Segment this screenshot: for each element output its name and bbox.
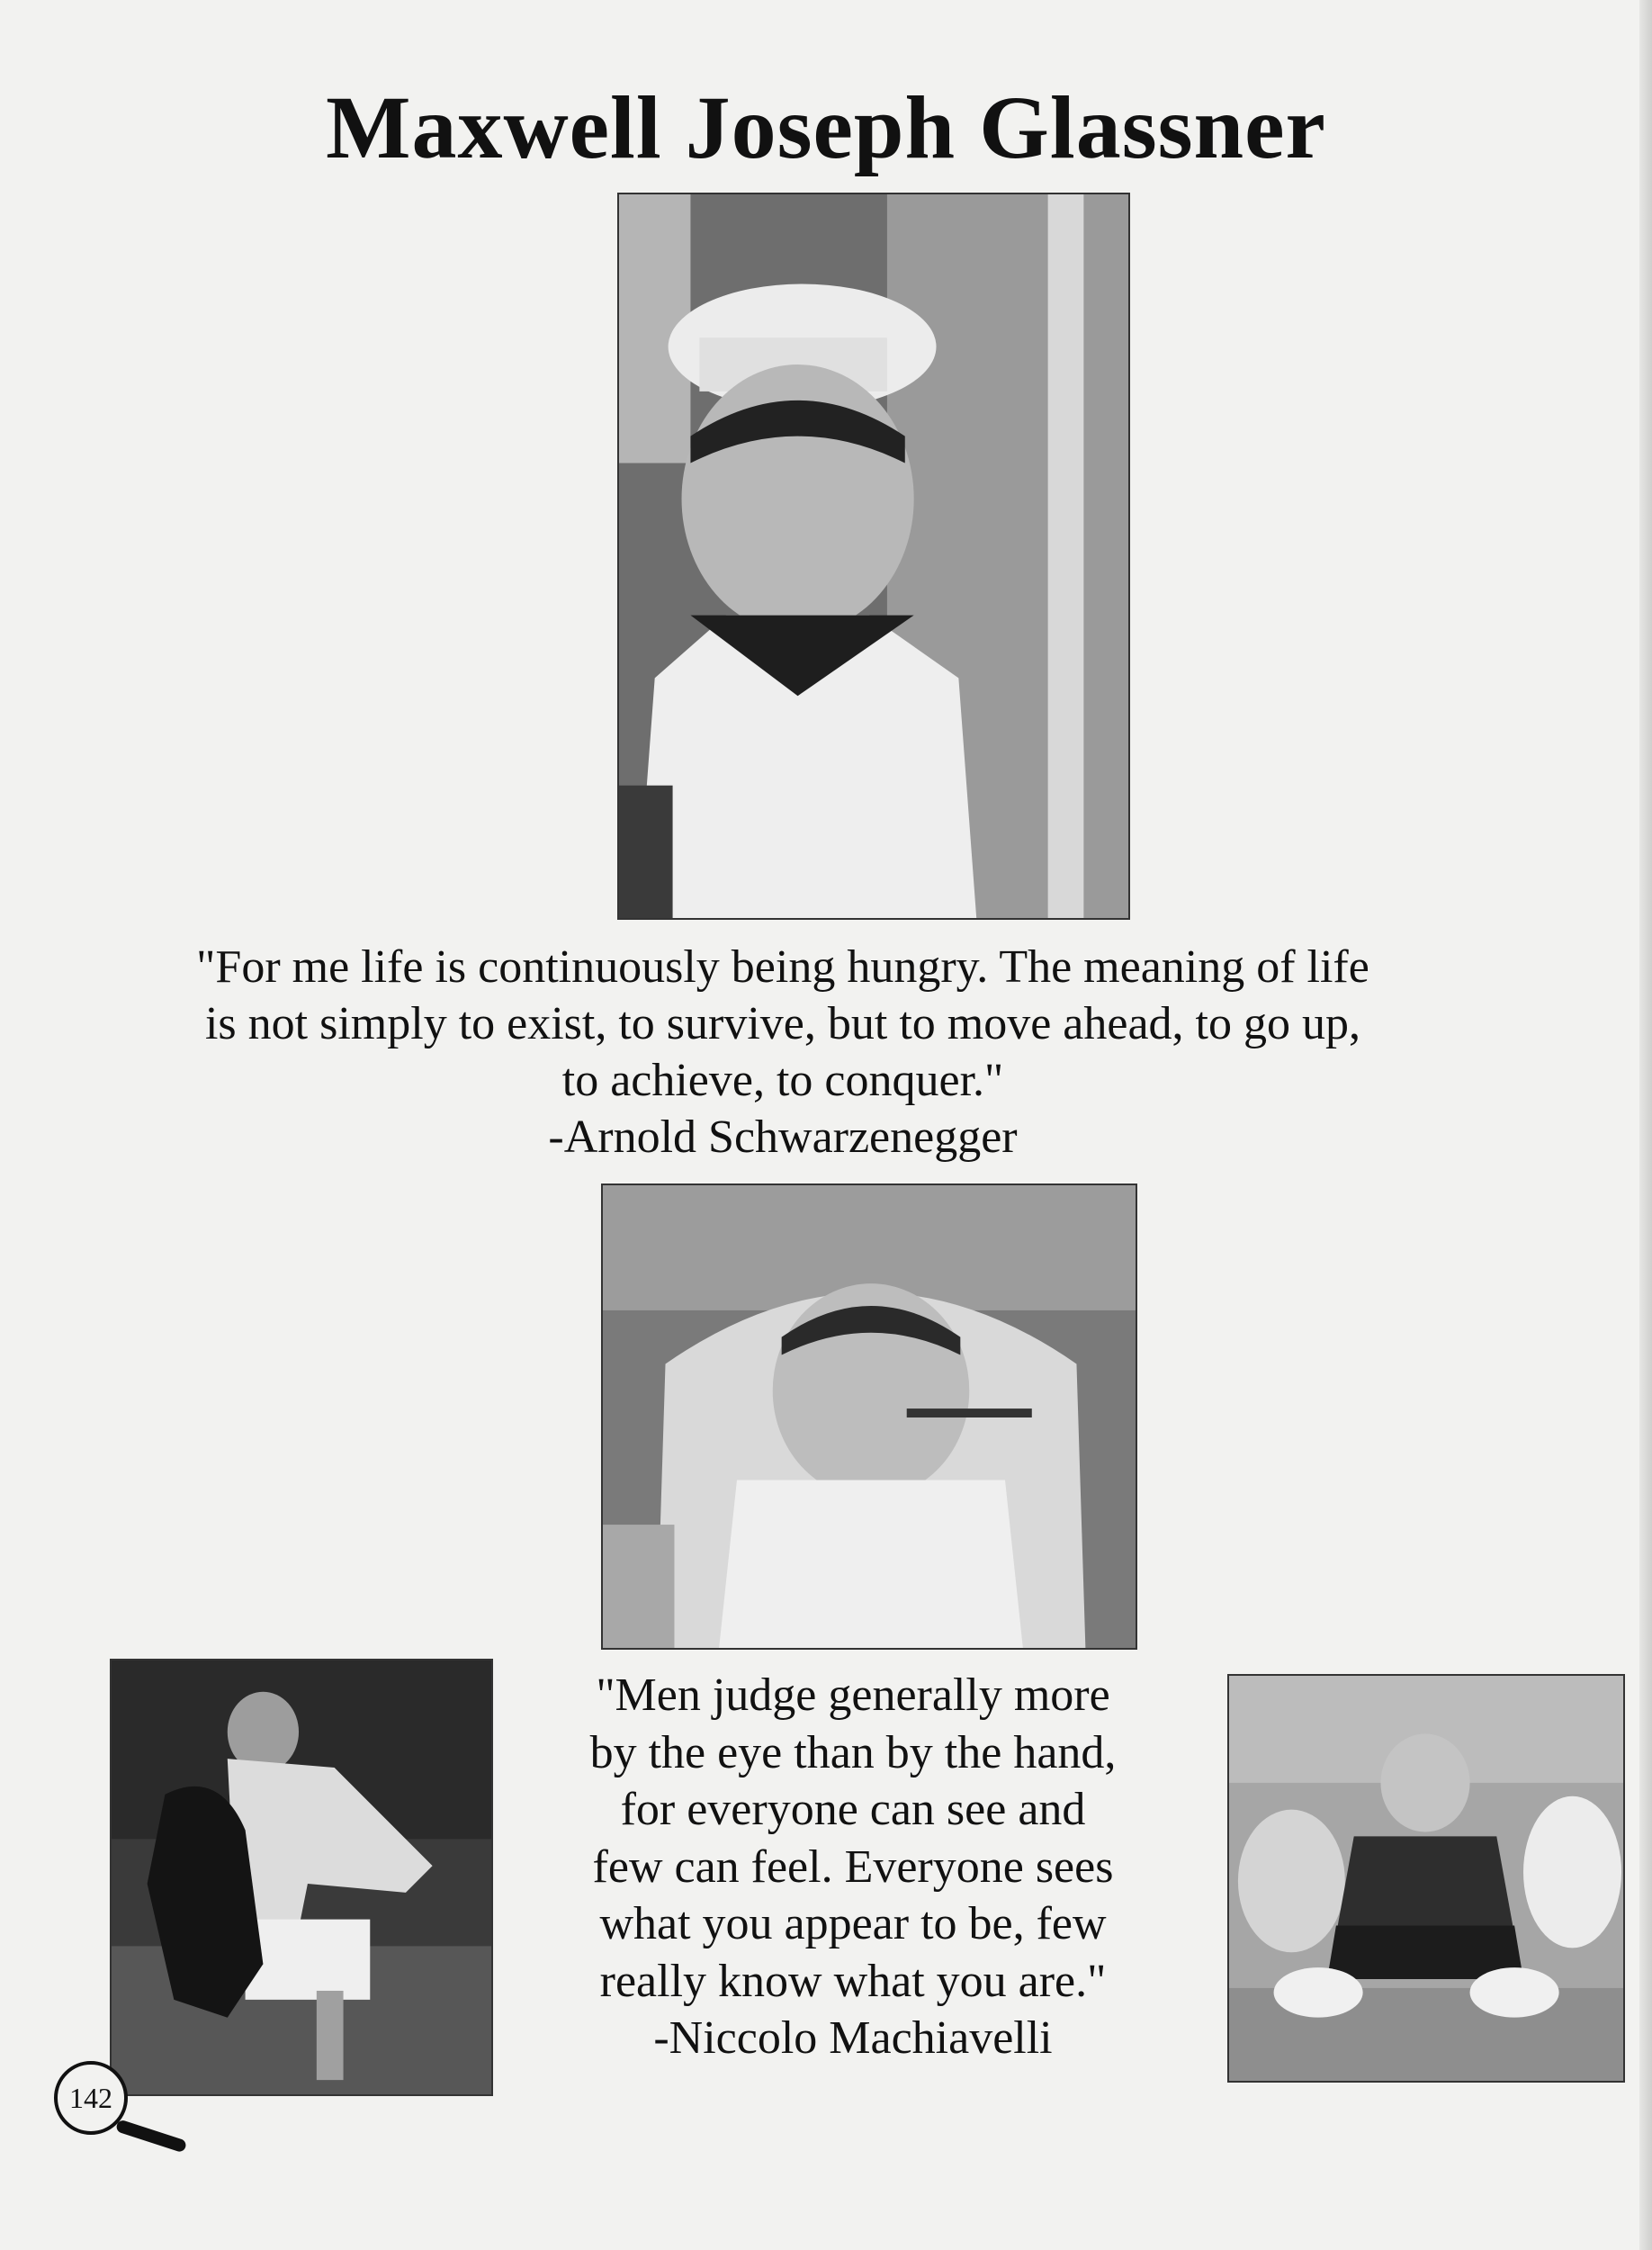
quote-line: what you appear to be, few: [599, 1898, 1107, 1949]
boy-with-dog-photo-icon: [112, 1660, 491, 2094]
page-number: 142: [69, 2081, 112, 2114]
page-title: Maxwell Joseph Glassner: [326, 77, 1326, 177]
magnifier-icon: [54, 2061, 128, 2135]
toddler-sailor-photo-icon: [619, 194, 1128, 918]
top-photo: [617, 193, 1130, 920]
middle-photo: [601, 1184, 1137, 1650]
quote-line: "For me life is continuously being hungry. The meaning of life: [196, 941, 1369, 993]
magnifier-handle-icon: [115, 2119, 187, 2153]
quote-author: -Niccolo Machiavelli: [653, 2012, 1053, 2064]
quote-machiavelli: [511, 1667, 1195, 2067]
quote-line: few can feel. Everyone sees: [592, 1840, 1114, 1893]
quote-schwarzenegger: [108, 939, 1458, 1166]
page-number-magnifier: [54, 2061, 207, 2151]
bottom-right-photo: [1227, 1674, 1625, 2083]
quote-line: to achieve, to conquer.": [561, 1055, 1004, 1106]
page-edge-shadow: [1639, 0, 1652, 2250]
quote-line: is not simply to exist, to survive, but to move ahead, to go up,: [204, 998, 1360, 1049]
bottom-left-photo: [110, 1659, 493, 2096]
quote-line: by the eye than by the hand,: [589, 1726, 1117, 1778]
quote-line: "Men judge generally more: [596, 1670, 1110, 1721]
baby-eating-photo-icon: [603, 1185, 1136, 1648]
quote-line: really know what you are.": [599, 1955, 1107, 2007]
quote-author: -Arnold Schwarzenegger: [548, 1112, 1018, 1163]
quote-line: for everyone can see and: [620, 1784, 1086, 1835]
baby-with-teddy-bears-photo-icon: [1229, 1676, 1623, 2081]
